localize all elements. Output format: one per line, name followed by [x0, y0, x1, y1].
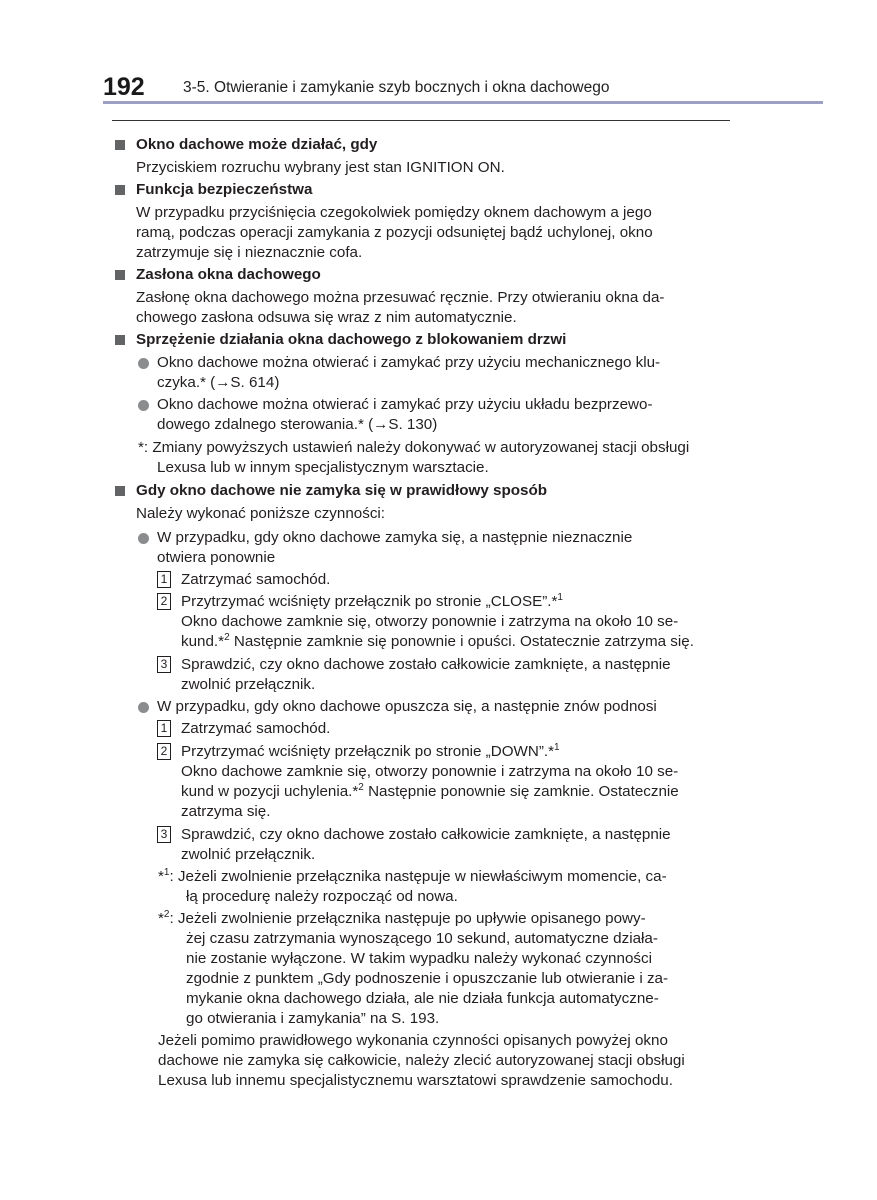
section-bullet-icon	[115, 270, 125, 280]
step-text: Przytrzymać wciśnięty przełącznik po stronie „CLOSE”.*	[181, 593, 558, 610]
footnote-line: mykanie okna dachowego działa, ale nie działa funkcja automatyczne-	[186, 990, 659, 1007]
footnote-line	[158, 867, 667, 887]
step-line: Zatrzymać samochód.	[181, 571, 331, 588]
step-number-3: 3	[157, 826, 171, 843]
paragraph-line: zatrzymuje się i nieznacznie cofa.	[136, 244, 363, 261]
paragraph-line: Lexusa lub innemu specjalistycznemu warsztatowi sprawdzenie samochodu.	[158, 1072, 673, 1089]
section-bullet-icon	[115, 335, 125, 345]
footnote-ref: 2	[358, 781, 364, 793]
section-heading: Funkcja bezpieczeństwa	[136, 181, 313, 198]
step-text: Następnie ponownie się zamknie. Ostatecznie	[363, 783, 679, 800]
paragraph-line: Należy wykonać poniższe czynności:	[136, 505, 386, 522]
footnote-line: łą procedurę należy rozpocząć od nowa.	[186, 888, 458, 905]
section-heading: Gdy okno dachowe nie zamyka się w prawidłowy sposób	[136, 482, 548, 499]
step-line	[181, 742, 560, 762]
header-rule	[103, 101, 823, 104]
page-number: 192	[103, 73, 145, 101]
footnote-line: *: Zmiany powyższych ustawień należy dokonywać w autoryzowanej stacji obsługi	[138, 439, 690, 456]
step-line: Okno dachowe zamknie się, otworzy ponownie i zatrzyma na około 10 se-	[181, 613, 679, 630]
bullet-dot-icon	[138, 400, 149, 411]
list-item-line: czyka.* (→S. 614)	[157, 374, 280, 391]
section-heading: Sprzężenie działania okna dachowego z blokowaniem drzwi	[136, 331, 567, 348]
footnote-line: zgodnie z punktem „Gdy podnoszenie i opuszczanie lub otwieranie i za-	[186, 970, 669, 987]
section-bullet-icon	[115, 185, 125, 195]
bullet-dot-icon	[138, 702, 149, 713]
footnote-line: Lexusa lub w innym specjalistycznym warsztacie.	[157, 459, 489, 476]
footnote-text: : Jeżeli zwolnienie przełącznika następuje w niewłaściwym momencie, ca-	[169, 868, 667, 885]
paragraph-line: W przypadku przyciśnięcia czegokolwiek pomiędzy oknem dachowym a jego	[136, 204, 652, 221]
chapter-title: 3-5. Otwieranie i zamykanie szyb bocznych i okna dachowego	[183, 79, 610, 96]
footnote-ref: 2	[224, 631, 230, 643]
footnote-line: żej czasu zatrzymania wynoszącego 10 sekund, automatyczne działa-	[186, 930, 658, 947]
bullet-dot-icon	[138, 358, 149, 369]
list-item-line: Okno dachowe można otwierać i zamykać przy użyciu układu bezprzewo-	[157, 396, 653, 413]
paragraph-line: Zasłonę okna dachowego można przesuwać ręcznie. Przy otwieraniu okna da-	[136, 289, 665, 306]
step-line: zatrzyma się.	[181, 803, 271, 820]
step-number-2: 2	[157, 593, 171, 610]
step-line: zwolnić przełącznik.	[181, 846, 316, 863]
paragraph-line: ramą, podczas operacji zamykania z pozycji odsuniętej bądź uchylonej, okno	[136, 224, 653, 241]
list-item-line: otwiera ponownie	[157, 549, 276, 566]
section-heading: Okno dachowe może działać, gdy	[136, 136, 378, 153]
step-text: kund w pozycji uchylenia.*	[181, 783, 359, 800]
footnote-ref: 1	[557, 591, 563, 603]
section-bullet-icon	[115, 140, 125, 150]
list-item-line: W przypadku, gdy okno dachowe zamyka się, a następnie nieznacznie	[157, 529, 633, 546]
step-text: Następnie zamknie się ponownie i opuści. Ostatecznie zatrzyma się.	[229, 633, 694, 650]
section-heading: Zasłona okna dachowego	[136, 266, 321, 283]
step-line: Okno dachowe zamknie się, otworzy ponownie i zatrzyma na około 10 se-	[181, 763, 679, 780]
step-number-2: 2	[157, 743, 171, 760]
step-line: Sprawdzić, czy okno dachowe zostało całkowicie zamknięte, a następnie	[181, 656, 671, 673]
step-line: Sprawdzić, czy okno dachowe zostało całkowicie zamknięte, a następnie	[181, 826, 671, 843]
step-number-3: 3	[157, 656, 171, 673]
step-line	[181, 592, 563, 612]
list-item-line: W przypadku, gdy okno dachowe opuszcza się, a następnie znów podnosi	[157, 698, 657, 715]
list-item-line: dowego zdalnego sterowania.* (→S. 130)	[157, 416, 438, 433]
paragraph-line: Przyciskiem rozruchu wybrany jest stan IGNITION ON.	[136, 159, 505, 176]
footnote-ref: 2	[163, 908, 170, 920]
footnote-ref: 1	[163, 866, 170, 878]
step-line: Zatrzymać samochód.	[181, 720, 331, 737]
footnote-ref: 1	[554, 741, 560, 753]
footnote-mark: *	[158, 868, 164, 885]
step-text: kund.*	[181, 633, 225, 650]
step-line: zwolnić przełącznik.	[181, 676, 316, 693]
list-item-line: Okno dachowe można otwierać i zamykać przy użyciu mechanicznego klu-	[157, 354, 661, 371]
footnote-line	[158, 909, 646, 929]
paragraph-line: chowego zasłona odsuwa się wraz z nim automatycznie.	[136, 309, 517, 326]
paragraph-line: dachowe nie zamyka się całkowicie, należy zlecić autoryzowanej stacji obsługi	[158, 1052, 685, 1069]
step-number-1: 1	[157, 571, 171, 588]
bullet-dot-icon	[138, 533, 149, 544]
step-line	[181, 782, 679, 802]
footnote-line: nie zostanie wyłączone. W takim wypadku należy wykonać czynności	[186, 950, 652, 967]
paragraph-line: Jeżeli pomimo prawidłowego wykonania czynności opisanych powyżej okno	[158, 1032, 668, 1049]
section-bullet-icon	[115, 486, 125, 496]
step-text: Przytrzymać wciśnięty przełącznik po stronie „DOWN”.*	[181, 743, 555, 760]
footnote-text: : Jeżeli zwolnienie przełącznika następuje po upływie opisanego powy-	[169, 910, 646, 927]
footnote-line: go otwierania i zamykania” na S. 193.	[186, 1010, 440, 1027]
step-number-1: 1	[157, 720, 171, 737]
step-line	[181, 632, 694, 652]
footnote-mark: *	[158, 910, 164, 927]
content-rule	[112, 120, 730, 121]
